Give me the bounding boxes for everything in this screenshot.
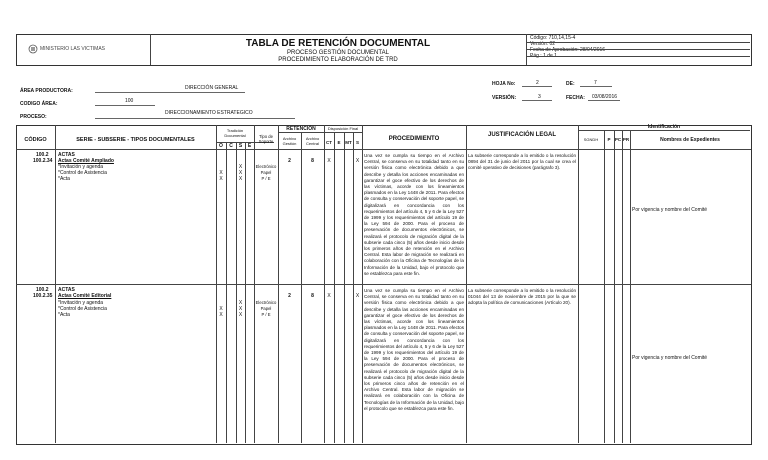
col-pc: PC	[614, 137, 622, 142]
col-mt: MT	[345, 140, 352, 145]
area-value: DIRECCIÓN GENERAL	[185, 85, 239, 91]
mark-c-1: X	[238, 164, 243, 170]
mark-c-2: X	[238, 170, 243, 176]
row-soporte-3: P / E	[261, 176, 271, 181]
mark-s: X	[355, 293, 360, 299]
col-e2: E	[337, 140, 341, 145]
col-tipo-soporte: Tipo de Soporte	[258, 134, 274, 144]
col-tradicion: Tradición Documental	[224, 128, 246, 138]
col-sgnd: SGNDH	[583, 137, 599, 142]
codigo-area-value: 100	[125, 98, 134, 104]
mark-s: X	[355, 158, 360, 164]
col-c: C	[229, 143, 233, 149]
mark-c-2: X	[238, 306, 243, 312]
row-nombre: Por vigencia y nombre del Comité	[632, 207, 708, 213]
mark-o-3: X	[219, 312, 223, 318]
col-procedimiento: PROCEDIMIENTO	[388, 136, 440, 142]
mark-ct: X	[327, 293, 331, 299]
row-central: 8	[311, 293, 314, 299]
row-soporte-3: P / E	[261, 312, 271, 317]
row-tipo-3: *Acta	[58, 176, 70, 182]
logo	[28, 44, 128, 54]
col-pr: PR	[622, 137, 630, 142]
row-soporte-2: Papel	[260, 306, 272, 311]
col-archivo-gestion: Archivo Gestión	[282, 136, 297, 146]
row-soporte-1: Electrónico	[255, 164, 277, 169]
row-subserie: Actas Comité Editorial	[58, 293, 112, 299]
hoja-label: HOJA No:	[492, 81, 516, 87]
row-serie: ACTAS	[58, 152, 75, 158]
row-procedimiento: Una vez se cumpla su tiempo en el Archivo Central, se conserva en su totalidad tanto en su versión física como electrónica debido a que describe y detalla las acciones encaminadas en garantizar el goce efectivo de los derechos de las víctimas, acorde con los lineamientos plasmados en la Ley 1448 de 2011. Para efectos de consulta y conservación del soporte papel, se digitalizará en concordancia con los requerimientos del artículo 4, 5 y 6 de la Ley 527 de 1999 y los requerimientos del artículo 19 de la Ley 594 de 2000. Para el proceso de preservación de documentos electrónicos, se realizará el protocolo de migración digital de la subserie cada cinco (5) años desde inicio desde los primeros cinco años de retención en el Archivo Central. Esta labor de migración se realizará en colaboración con la Oficina de Tecnologías de la Información de la Unidad, bajo el protocolo que se establezca para este fin.	[364, 288, 464, 411]
coat-of-arms-icon	[28, 44, 38, 54]
row-subserie: Actas Comité Ampliado	[58, 158, 114, 164]
de-label: DE:	[566, 81, 575, 87]
proceso-label: PROCESO:	[20, 114, 47, 120]
document-title: TABLA DE RETENCIÓN DOCUMENTAL	[245, 38, 431, 49]
document-subtitle-process: PROCESO GESTIÓN DOCUMENTAL	[287, 50, 389, 56]
col-ct: CT	[326, 140, 332, 145]
fecha-label: FECHA:	[566, 95, 585, 101]
row-code: 100.2	[36, 287, 49, 293]
mark-o-2: X	[219, 306, 223, 312]
row-gestion: 2	[288, 158, 291, 164]
row-tipo-1: *Invitación y agenda	[58, 300, 104, 306]
col-archivo-central: Archivo Central	[305, 136, 320, 146]
col-p: P	[607, 137, 611, 142]
logo-text: MINISTERIO LAS VICTIMAS	[40, 46, 106, 52]
document-subtitle-procedure: PROCEDIMIENTO ELABORACIÓN DE TRD	[278, 57, 398, 63]
row-tipo-2: *Control de Asistencia	[58, 170, 107, 176]
row-soporte-2: Papel	[260, 170, 272, 175]
mark-c-3: X	[238, 176, 243, 182]
meta-date: Fecha de Aprobación: 28/04/2016	[530, 47, 606, 53]
mark-c-1: X	[238, 300, 243, 306]
mark-o-2: X	[219, 170, 223, 176]
col-serie: SERIE - SUBSERIE - TIPOS DOCUMENTALES	[76, 137, 195, 143]
row-procedimiento: Una vez se cumpla su tiempo en el Archivo Central, se conserva en su totalidad tanto en su versión física como electrónica debido a que describe y detalla los acciones encaminadas en garantizar el goce efectivo de los derechos de las víctimas, acorde con los lineamientos plasmados en la Ley 1448 de 2011. Para efectos de consulta y conservación del soporte papel, se digitalizará en concordancia con los requerimientos del artículo 4, 5 y 6 de la Ley 527 de 1999 y los requerimientos del artículo 19 de la Ley 594 de 2000. Para el proceso de preservación de documentos electrónicos, se realizará el protocolo de migración digital de la subserie cada cinco (5) años desde inicio desde los primeros años de retención en el Archivo Central. Esta labor de migración se realizará en colaboración con la Oficina de Tecnologías de la Información de la Unidad, bajo el protocolo que se establezca para este fin.	[364, 153, 464, 276]
row-code: 100.2	[36, 152, 49, 158]
col-justificacion: JUSTIFICACIÓN LEGAL	[487, 132, 556, 138]
row-gestion: 2	[288, 293, 291, 299]
meta-page: Pág.: 1 de 1	[530, 53, 557, 59]
row-tipo-1: *Invitación y agenda	[58, 164, 104, 170]
col-retencion: RETENCIÓN	[286, 126, 316, 132]
col-nombres: Nombres de Expedientes	[660, 137, 720, 143]
col-disposicion: Disposición Final	[327, 126, 359, 131]
proceso-value: DIRECCIONAMIENTO ESTRATEGICO	[165, 110, 253, 116]
version-value: 3	[538, 94, 541, 100]
col-s: S	[238, 143, 243, 149]
row-soporte-1: Electrónico	[255, 300, 277, 305]
row-subcode: 100.2.35	[33, 293, 53, 299]
row-justificacion: La subserie corresponde a lo emitido o la resolución 01044 del 13 de noviembre de 2015 por la que se adopta la política de comunicaciones (Artículo 20).	[468, 288, 576, 306]
version-label: VERSIÓN:	[492, 95, 517, 101]
de-value: 7	[594, 80, 597, 86]
row-serie: ACTAS	[58, 287, 75, 293]
mark-o-3: X	[219, 176, 223, 182]
hoja-value: 2	[536, 80, 539, 86]
col-e: E	[247, 143, 252, 149]
fecha-value: 03/08/2016	[592, 94, 618, 100]
row-nombre: Por vigencia y nombre del Comité	[632, 355, 708, 361]
col-identificacion: Identificación	[647, 124, 681, 130]
row-central: 8	[311, 158, 314, 164]
row-tipo-3: *Acta	[58, 312, 70, 318]
col-o: O	[219, 143, 223, 149]
row-subcode: 100.2.34	[33, 158, 53, 164]
mark-c-3: X	[238, 312, 243, 318]
meta-code: Código: 710,14,15-4	[530, 35, 576, 41]
row-justificacion: La subserie corresponde a lo emitido o la resolución 0894 del 31 de junio del 2011 por la cual se crea el comité operativo de decisiones (parágrafo 3).	[468, 153, 576, 171]
col-s2: S	[355, 140, 359, 145]
meta-version: Versión: 02	[530, 41, 556, 47]
col-codigo: CÓDIGO	[24, 137, 47, 143]
row-tipo-2: *Control de Asistencia	[58, 306, 107, 312]
mark-ct: X	[327, 158, 331, 164]
area-label: ÁREA PRODUCTORA:	[20, 88, 73, 94]
codigo-area-label: CODIGO ÁREA:	[20, 101, 58, 107]
